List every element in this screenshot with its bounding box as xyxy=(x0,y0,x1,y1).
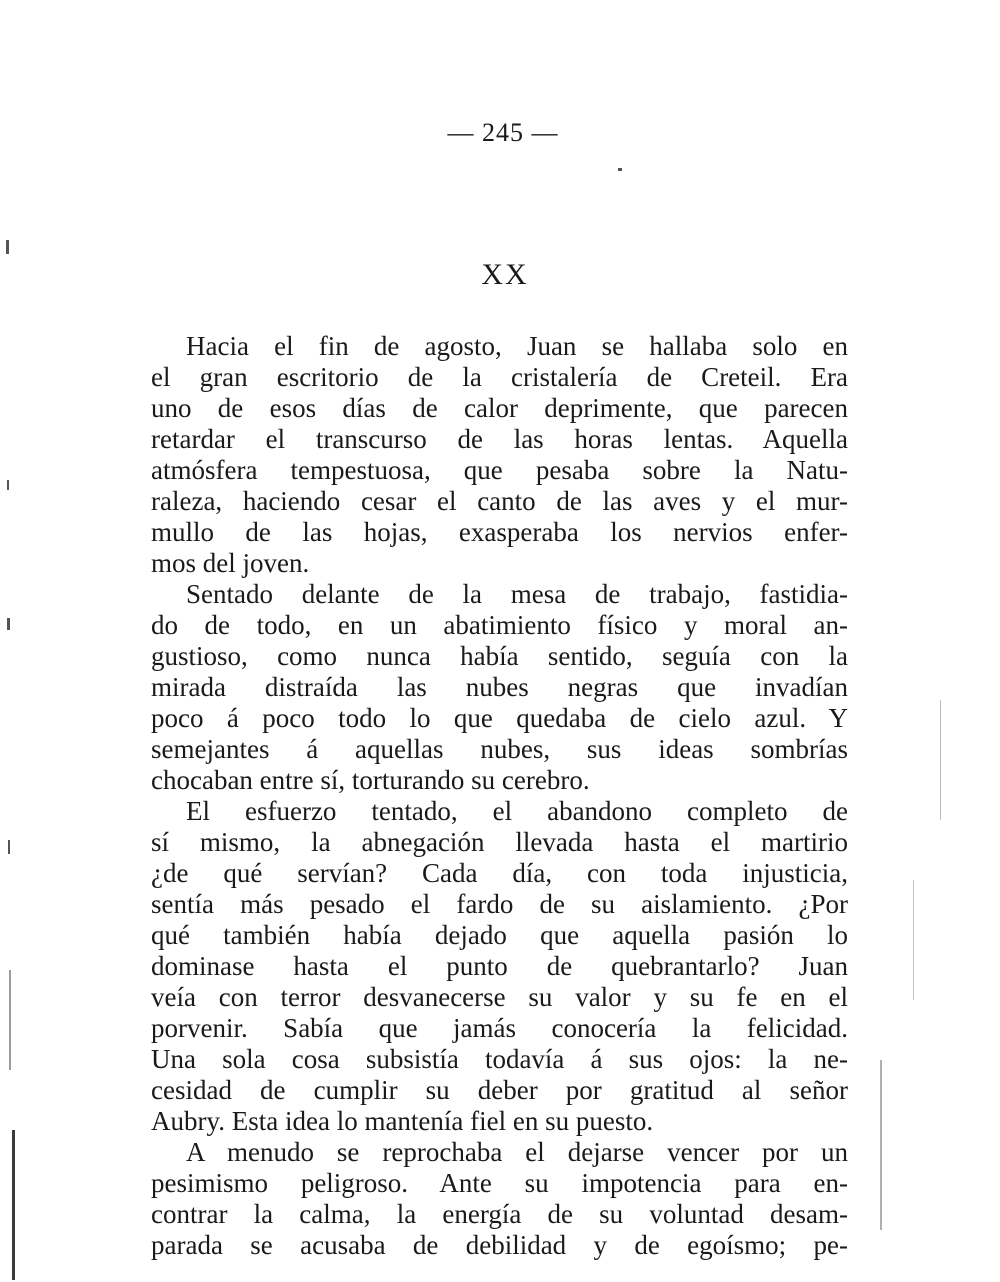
text-line: mos del joven. xyxy=(151,548,310,578)
text-line: sentía más pesado el fardo de su aislamiento. ¿Por xyxy=(151,889,848,919)
text-line: do de todo, en un abatimiento físico y moral an- xyxy=(151,610,848,640)
text-line: mullo de las hojas, exasperaba los nervios enfer- xyxy=(151,517,848,547)
text-line: uno de esos días de calor deprimente, que parecen xyxy=(151,393,848,423)
scan-artifact xyxy=(6,240,9,254)
scan-artifact xyxy=(618,168,622,171)
text-line: dominase hasta el punto de quebrantarlo? Juan xyxy=(151,951,848,981)
chapter-title: XX xyxy=(481,258,529,291)
text-line: atmósfera tempestuosa, que pesaba sobre la Natu- xyxy=(151,455,848,485)
text-line: Sentado delante de la mesa de trabajo, fastidia- xyxy=(186,579,848,609)
scan-artifact xyxy=(7,618,10,630)
text-line: contrar la calma, la energía de su voluntad desam- xyxy=(151,1199,848,1229)
text-line: pesimismo peligroso. Ante su impotencia para en- xyxy=(151,1168,848,1198)
text-line: poco á poco todo lo que quedaba de cielo azul. Y xyxy=(151,703,848,733)
text-line: Una sola cosa subsistía todavía á sus ojos: la ne- xyxy=(151,1044,848,1074)
text-line: retardar el transcurso de las horas lentas. Aquella xyxy=(151,424,848,454)
scan-artifact xyxy=(12,1130,15,1280)
text-line: A menudo se reprochaba el dejarse vencer por un xyxy=(186,1137,848,1167)
text-line: ¿de qué servían? Cada día, con toda injusticia, xyxy=(151,858,848,888)
text-line: cesidad de cumplir su deber por gratitud al señor xyxy=(151,1075,848,1105)
text-line: Aubry. Esta idea lo mantenía fiel en su puesto. xyxy=(151,1106,654,1136)
scan-artifact xyxy=(7,480,9,490)
page-number: — 245 — xyxy=(447,118,559,147)
text-line: porvenir. Sabía que jamás conocería la felicidad. xyxy=(151,1013,848,1043)
text-line: mirada distraída las nubes negras que invadían xyxy=(151,672,848,702)
text-line: parada se acusaba de debilidad y de egoísmo; pe- xyxy=(151,1230,848,1260)
scan-artifact xyxy=(940,700,941,820)
text-line: chocaban entre sí, torturando su cerebro. xyxy=(151,765,590,795)
scan-artifact xyxy=(913,880,914,1000)
text-line: veía con terror desvanecerse su valor y su fe en el xyxy=(151,982,848,1012)
scan-artifact xyxy=(9,970,11,1070)
text-line: gustioso, como nunca había sentido, seguía con la xyxy=(151,641,848,671)
paragraph-4 xyxy=(151,1137,848,1261)
text-line: El esfuerzo tentado, el abandono completo de xyxy=(186,796,848,826)
paragraph-3 xyxy=(151,796,848,1137)
text-line: sí mismo, la abnegación llevada hasta el martirio xyxy=(151,827,848,857)
text-line: semejantes á aquellas nubes, sus ideas sombrías xyxy=(151,734,848,764)
text-line: raleza, haciendo cesar el canto de las aves y el mur- xyxy=(151,486,848,516)
text-line: qué también había dejado que aquella pasión lo xyxy=(151,920,848,950)
text-line: el gran escritorio de la cristalería de Creteil. Era xyxy=(151,362,848,392)
paragraph-1 xyxy=(151,331,848,579)
text-line: Hacia el fin de agosto, Juan se hallaba solo en xyxy=(186,331,848,361)
body-text xyxy=(151,331,848,1261)
scan-artifact xyxy=(8,840,10,854)
paragraph-2 xyxy=(151,579,848,796)
scan-artifact xyxy=(880,1060,882,1230)
